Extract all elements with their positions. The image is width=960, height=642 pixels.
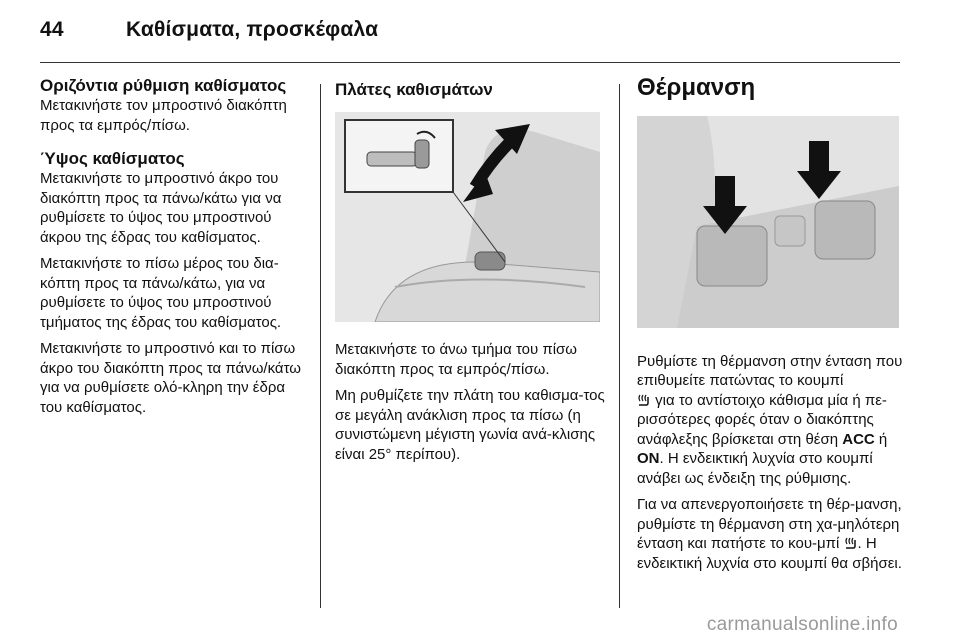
paragraph: Μετακινήστε το μπροστινό και το πίσω άκρο του διακόπτη προς τα πάνω/κάτω για να ρυθμίσετε ολό-κληρη την έδρα του καθίσματος.: [40, 340, 301, 416]
acc-label: ACC: [842, 430, 875, 448]
paragraph: Μετακινήστε το άνω τμήμα του πίσω διακόπτη προς τα εμπρός/πίσω.: [335, 341, 578, 378]
paragraph: Ρυθμίστε τη θέρμανση στην ένταση που επιθυμείτε πατώντας το κουμπί για το αντίστοιχο κάθισμα μία ή πε-ρισσότερες φορές όταν ο διακόπτης ανάφλεξης βρίσκεται στη θέση ACC ή ON. Η ενδεικτική λυχνία στο κουμπί ανάβει ως ένδειξη της ρύθμισης.: [637, 352, 903, 487]
paragraph: Μετακινήστε το μπροστινό άκρο του διακόπτη προς τα πάνω/κάτω για να ρυθμίσετε το ύψος του μπροστινού άκρου της έδρας του καθίσματος.: [40, 170, 282, 246]
paragraph: Μετακινήστε το πίσω μέρος του δια-κόπτη προς τα πάνω/κάτω, για να ρυθμίσετε το ύψος του μπροστινού τμήματος της έδρας του καθίσματος.: [40, 255, 282, 331]
page-number: 44: [40, 18, 64, 41]
seat-heat-icon: [844, 536, 858, 550]
header-rule: [40, 62, 900, 63]
seat-heating-buttons-illustration: [637, 116, 899, 328]
column-divider-2: [619, 84, 620, 608]
seat-heat-icon: [637, 393, 651, 407]
watermark: carmanualsonline.info: [706, 614, 898, 635]
on-label: ON: [637, 450, 660, 467]
section-heading-horizontal: Οριζόντια ρύθμιση καθίσματος: [40, 76, 287, 95]
section-heading-heating: Θέρμανση: [637, 74, 756, 101]
seat-backrest-illustration: [335, 112, 600, 322]
column-divider-1: [320, 84, 321, 608]
section-heading-height: Ύψος καθίσματος: [40, 149, 185, 168]
paragraph: Μετακινήστε τον μπροστινό διακόπτη προς τα εμπρός/πίσω.: [40, 97, 287, 134]
paragraph: Μη ρυθμίζετε την πλάτη του καθισμα-τος σε μεγάλη ανάκλιση προς τα πίσω (η συνιστώμενη μέγιστη γωνία ανά-κλισης είναι 25° περίπου).: [335, 387, 605, 463]
column-1: [40, 76, 305, 424]
column-2: [335, 80, 605, 471]
page-title: Καθίσματα, προσκέφαλα: [126, 18, 379, 41]
page-header: [40, 18, 378, 42]
column-3: [637, 74, 907, 580]
section-heading-backrest: Πλάτες καθισμάτων: [335, 80, 493, 99]
paragraph: Για να απενεργοποιήσετε τη θέρ-μανση, ρυθμίστε τη θέρμανση στη χα-μηλότερη ένταση και πατήστε το κου-μπί . Η ενδεικτική λυχνία στο κουμπί θα σβήσει.: [637, 496, 902, 572]
